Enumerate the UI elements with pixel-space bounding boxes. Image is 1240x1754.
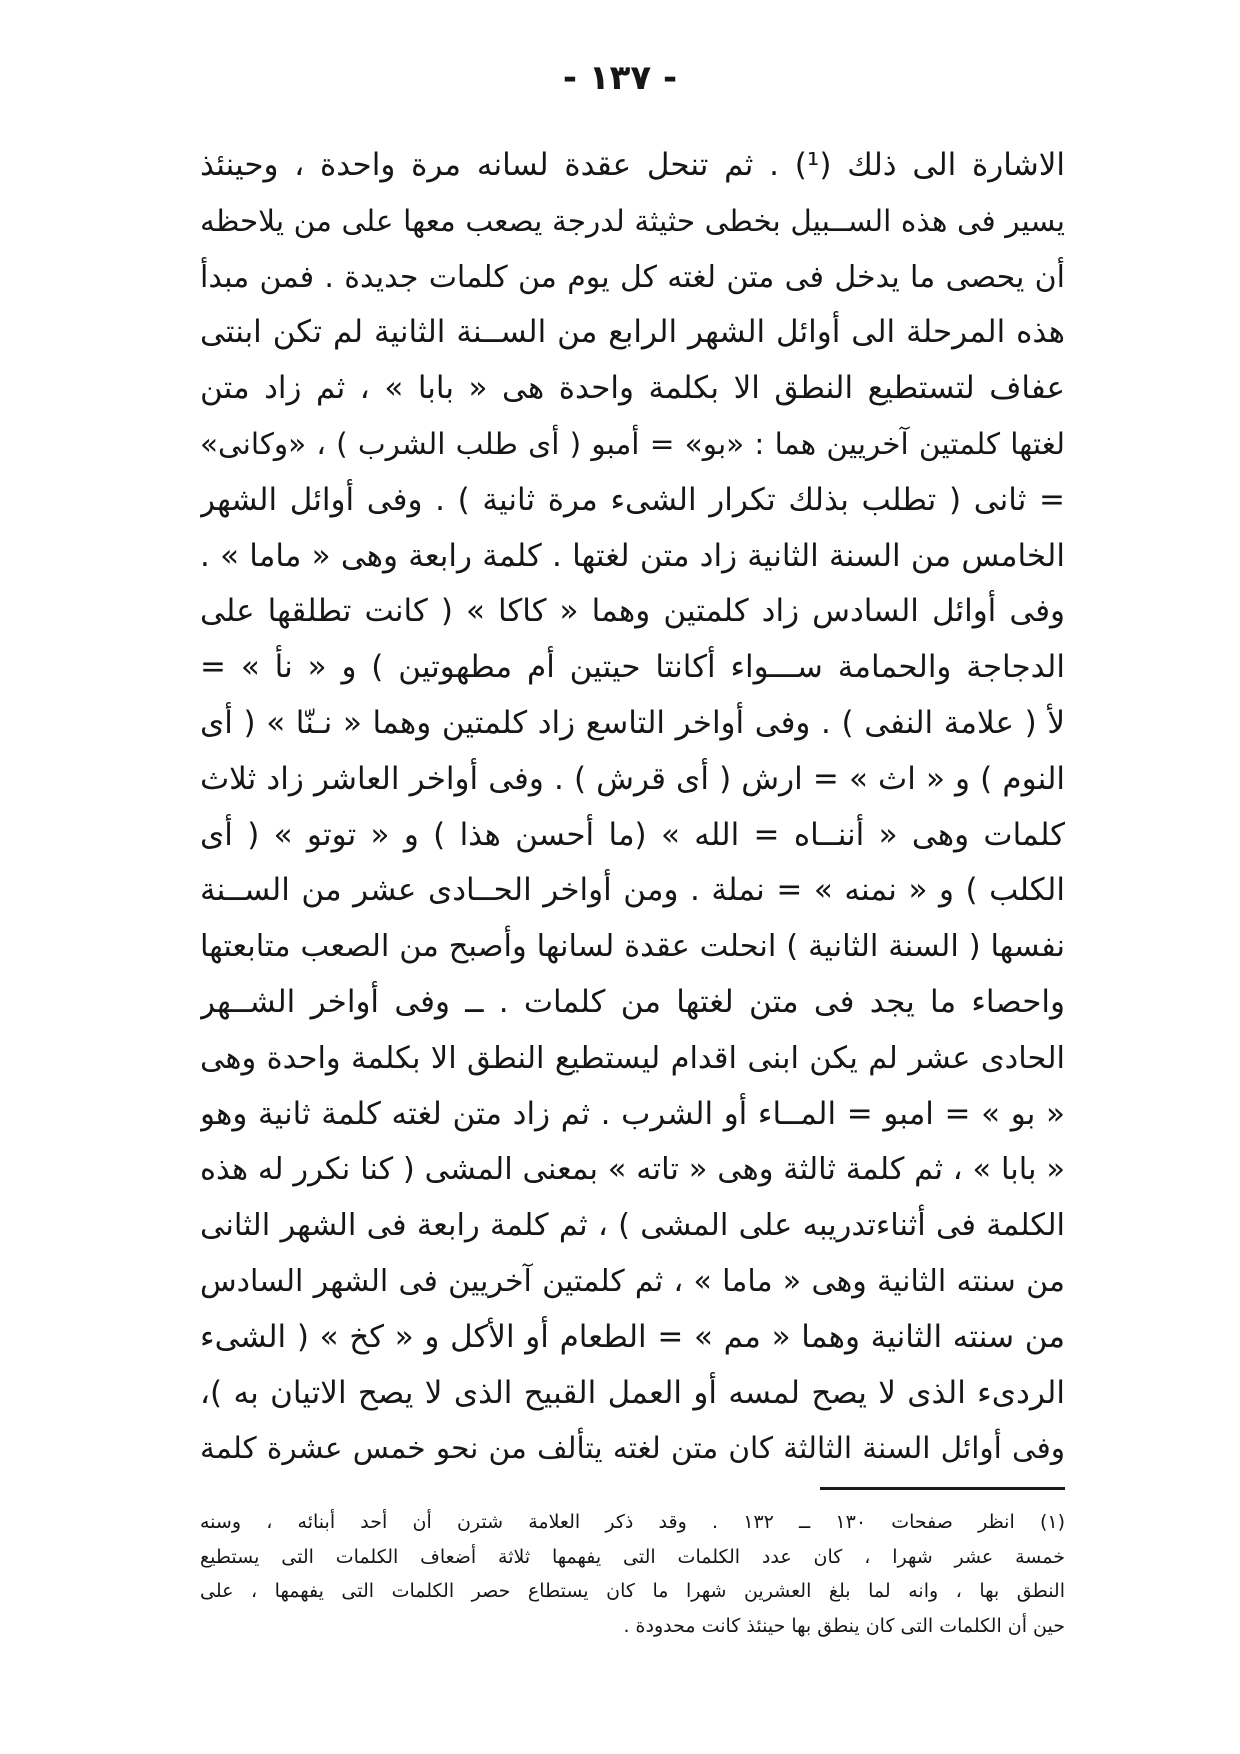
body-line: واحصاء ما يجد فى متن لغتها من كلمات . ــ وفى أواخر الشــهر: [200, 983, 1065, 1020]
page-number: - ١٣٧ -: [562, 58, 678, 98]
body-line: لأ ( علامة النفى ) . وفى أواخر التاسع زاد كلمتين وهما « نـنّا » ( أى: [200, 704, 1065, 741]
footnotes: [200, 1505, 1065, 1643]
body-line: = ثانى ( تطلب بذلك تكرار الشىء مرة ثانية ) . وفى أوائل الشهر: [200, 481, 1065, 518]
body-line: « بو » = امبو = المــاء أو الشرب . ثم زاد متن لغته كلمة ثانية وهو: [200, 1095, 1065, 1132]
body-line: الخامس من السنة الثانية زاد متن لغتها . كلمة رابعة وهى « ماما » .: [200, 537, 1065, 574]
body-line: الكلب ) و « نمنه » = نملة . ومن أواخر الحــادى عشر من الســنة: [200, 872, 1065, 909]
footnote-line: خمسة عشر شهرا ، كان عدد الكلمات التى يفهمها ثلاثة أضعاف الكلمات التى يستطيع: [200, 1545, 1065, 1568]
body-line: عفاف لتستطيع النطق الا بكلمة واحدة هى « بابا » ، ثم زاد متن: [200, 370, 1065, 407]
footnote-line: حين أن الكلمات التى كان ينطق بها حينئذ كانت محدودة .: [623, 1614, 1065, 1637]
body-line: الردىء الذى لا يصح لمسه أو العمل القبيح الذى لا يصح الاتيان به )،: [200, 1374, 1065, 1411]
body-line: « بابا » ، ثم كلمة ثالثة وهى « تاته » بمعنى المشى ( كنا نكرر له هذه: [200, 1152, 1065, 1188]
body-line: الحادى عشر لم يكن ابنى اقدام ليستطيع النطق الا بكلمة واحدة وهى: [200, 1040, 1065, 1076]
body-text: [200, 138, 1065, 1477]
body-line: النوم ) و « اث » = ارش ( أى قرش ) . وفى أواخر العاشر زاد ثلاث: [200, 760, 1065, 797]
footnote-divider: [820, 1487, 1065, 1490]
body-line: هذه المرحلة الى أوائل الشهر الرابع من الســنة الثانية لم تكن ابنتى: [200, 314, 1065, 351]
body-line: يسير فى هذه الســبيل بخطى حثيثة لدرجة يصعب معها على من يلاحظه: [200, 203, 1065, 238]
body-line: من سنته الثانية وهى « ماما » ، ثم كلمتين آخريين فى الشهر السادس: [200, 1263, 1065, 1299]
body-line: نفسها ( السنة الثانية ) انحلت عقدة لسانها وأصبح من الصعب متابعتها: [200, 929, 1065, 965]
body-line: لغتها كلمتين آخريين هما : «بو» = أمبو ( أى طلب الشرب ) ، «وكانى»: [200, 426, 1065, 461]
body-line: وفى أوائل السنة الثالثة كان متن لغته يتألف من نحو خمس عشرة كلمة: [200, 1431, 1065, 1466]
body-line: وفى أوائل السادس زاد كلمتين وهما « كاكا » ( كانت تطلقها على: [200, 593, 1065, 630]
footnote-line: (١) انظر صفحات ١٣٠ ــ ١٣٢ . وقد ذكر العلامة شترن أن أحد أبنائه ، وسنه: [200, 1511, 1065, 1533]
body-line: الاشارة الى ذلك (¹) . ثم تنحل عقدة لسانه مرة واحدة ، وحينئذ: [200, 147, 1065, 183]
body-line: الدجاجة والحمامة ســـواء أكانتا حيتين أم مطهوتين ) و « نأ » =: [200, 649, 1065, 686]
body-line: كلمات وهى « أننــاه = الله » (ما أحسن هذا ) و « توتو » ( أى: [200, 816, 1065, 853]
footnote-line: النطق بها ، وانه لما بلغ العشرين شهرا ما كان يستطاع حصر الكلمات التى يفهمها ، على: [200, 1580, 1065, 1602]
body-line: من سنته الثانية وهما « مم » = الطعام أو الأكل و « كخ » ( الشىء: [200, 1318, 1065, 1355]
body-line: أن يحصى ما يدخل فى متن لغته كل يوم من كلمات جديدة . فمن مبدأ: [200, 259, 1065, 295]
body-line: الكلمة فى أثناءتدريبه على المشى ) ، ثم كلمة رابعة فى الشهر الثانى: [200, 1208, 1065, 1244]
